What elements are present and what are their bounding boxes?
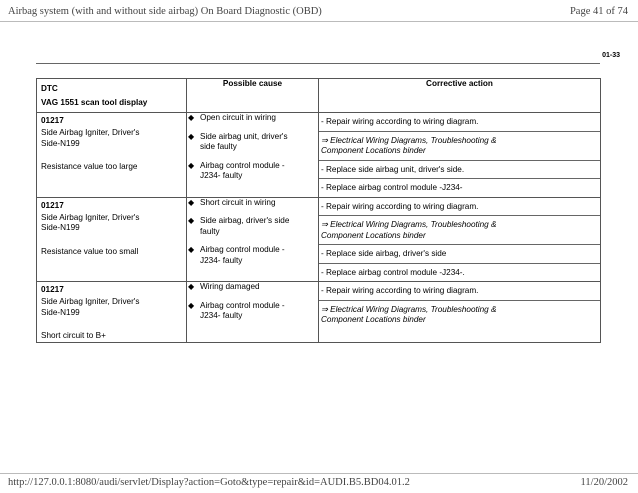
action-text-line: Component Locations binder: [321, 146, 426, 155]
cause-text-line: Wiring damaged: [200, 282, 260, 291]
header-dtc-label: DTC: [41, 84, 58, 93]
table-row: [37, 282, 601, 343]
header-cause-label: Possible cause: [187, 79, 319, 113]
bullet-icon: ◆: [188, 197, 195, 207]
header-cell-display: [37, 79, 187, 113]
footer-date: 11/20/2002: [580, 477, 628, 488]
display-cell: [37, 113, 187, 198]
display-cell: [37, 197, 187, 282]
action-text-line: - Replace airbag control module -J234-: [321, 183, 463, 192]
reference-divider: [36, 63, 600, 64]
spacer: [37, 234, 186, 247]
cause-text-line: J234- faulty: [200, 171, 243, 180]
cause-item: [187, 245, 318, 266]
component-name-line: Side Airbag Igniter, Driver's: [41, 128, 140, 137]
action-cell: [319, 113, 601, 198]
header-divider: [0, 21, 638, 22]
bullet-icon: ◆: [188, 282, 195, 291]
cause-text-line: side faulty: [200, 142, 237, 151]
component-name-line: Side Airbag Igniter, Driver's: [41, 297, 140, 306]
action-text-line: - Repair wiring according to wiring diagram.: [321, 117, 479, 126]
table-row: [37, 113, 601, 198]
cause-text-line: Airbag control module -: [200, 160, 285, 170]
action-text-line: - Replace side airbag, driver's side: [321, 249, 447, 258]
cause-item: [187, 301, 318, 322]
cause-cell: [187, 282, 319, 343]
cause-cell: [187, 113, 319, 198]
cause-text-line: Open circuit in wiring: [200, 113, 276, 122]
action-cell: [319, 282, 601, 343]
display-cell: [37, 282, 187, 343]
dtc-code: 01217: [41, 285, 64, 294]
fault-description: Resistance value too small: [41, 246, 139, 256]
cause-text-line: Side airbag, driver's side: [200, 216, 290, 225]
cause-item: [187, 113, 318, 124]
action-text-line: - Replace side airbag unit, driver's side.: [321, 164, 465, 174]
cause-text-line: Side airbag unit, driver's: [200, 131, 288, 141]
bullet-icon: ◆: [188, 131, 195, 141]
bullet-icon: ◆: [188, 113, 195, 122]
document-reference: 01-33: [602, 52, 620, 59]
cause-item: [187, 282, 318, 293]
spacer: [37, 149, 186, 162]
cause-item: [187, 216, 318, 237]
bullet-icon: ◆: [188, 216, 195, 225]
action-text-line: - Repair wiring according to wiring diagram.: [321, 201, 479, 211]
cause-cell: [187, 197, 319, 282]
action-text-line: ⇒ Electrical Wiring Diagrams, Troubleshooting &: [321, 304, 497, 314]
cause-item: [187, 161, 318, 182]
wiring-diagram-reference: [319, 132, 600, 161]
page-number: Page 41 of 74: [569, 6, 628, 17]
table-header-row: [37, 79, 601, 113]
bullet-icon: ◆: [188, 160, 195, 170]
action-cell: [319, 197, 601, 282]
dtc-code: 01217: [41, 116, 64, 125]
action-text-line: ⇒ Electrical Wiring Diagrams, Troubleshooting &: [321, 220, 497, 229]
page-header-title: Airbag system (with and without side airbag) On Board Diagnostic (OBD): [8, 6, 322, 17]
cause-text-line: Short circuit in wiring: [200, 197, 276, 207]
corrective-action-item: [319, 161, 600, 180]
cause-text-line: faulty: [200, 226, 220, 236]
action-text-line: ⇒ Electrical Wiring Diagrams, Troubleshooting &: [321, 135, 497, 145]
bullet-icon: ◆: [188, 245, 195, 254]
spacer: [37, 318, 186, 331]
corrective-action-item: [319, 282, 600, 301]
corrective-action-item: [319, 198, 600, 217]
component-name-line: Side-N199: [41, 223, 80, 232]
header-action-label: Corrective action: [319, 79, 601, 113]
action-text-line: - Replace airbag control module -J234-.: [321, 267, 465, 277]
bullet-icon: ◆: [188, 300, 195, 310]
action-text-line: Component Locations binder: [321, 230, 426, 240]
wiring-diagram-reference: [319, 301, 600, 329]
corrective-action-item: [319, 179, 600, 197]
dtc-code: 01217: [41, 200, 64, 210]
action-text-line: - Repair wiring according to wiring diagram.: [321, 286, 479, 295]
header-display-label: VAG 1551 scan tool display: [41, 98, 148, 107]
cause-text-line: Airbag control module -: [200, 300, 285, 310]
component-name-line: Side-N199: [41, 138, 80, 148]
dtc-table: [36, 78, 601, 343]
component-name-line: Side Airbag Igniter, Driver's: [41, 212, 140, 222]
corrective-action-item: [319, 113, 600, 132]
cause-item: [187, 132, 318, 153]
cause-text-line: J234- faulty: [200, 311, 243, 320]
wiring-diagram-reference: [319, 216, 600, 245]
action-text-line: Component Locations binder: [321, 315, 426, 324]
corrective-action-item: [319, 245, 600, 264]
fault-description: Resistance value too large: [41, 162, 138, 171]
fault-description: Short circuit to B+: [41, 331, 106, 340]
corrective-action-item: [319, 264, 600, 282]
table-row: [37, 197, 601, 282]
cause-text-line: Airbag control module -: [200, 245, 285, 254]
footer-url: http://127.0.0.1:8080/audi/servlet/Display?action=Goto&type=repair&id=AUDI.B5.BD04.01.2: [8, 477, 410, 488]
cause-item: [187, 198, 318, 209]
cause-text-line: J234- faulty: [200, 255, 243, 265]
component-name-line: Side-N199: [41, 307, 80, 317]
footer-divider: [0, 473, 638, 474]
